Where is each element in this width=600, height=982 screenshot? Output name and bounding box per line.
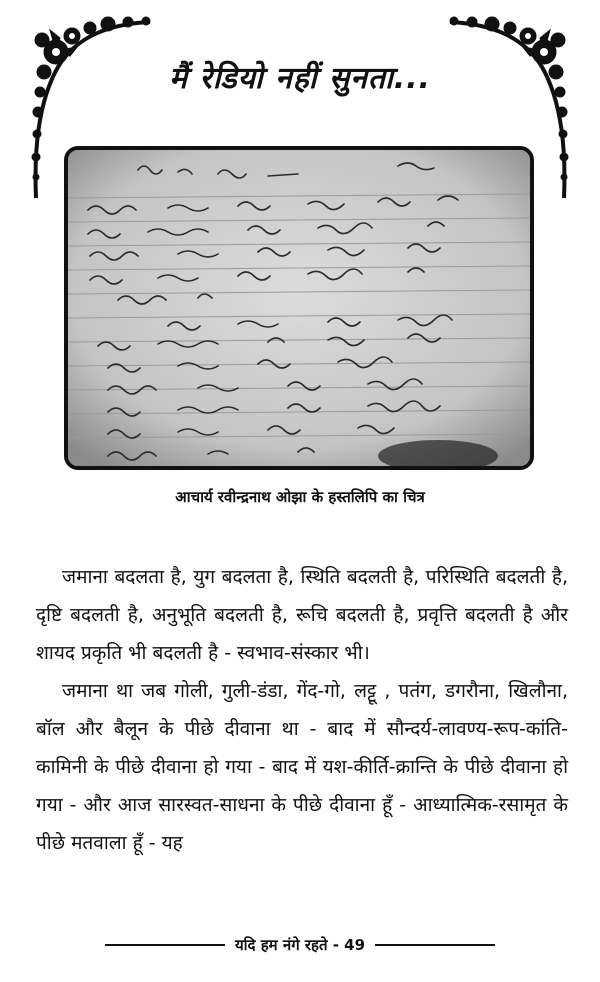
paragraph-2: जमाना था जब गोली, गुली-डंडा, गेंद-गो, लट्टू , पतंग, डगरौना, खिलौना, बॉल और बैलून के पीछे दीवाना था - बाद में सौन्दर्य-लावण्य-रूप-कांति-कामिनी के पीछे दीवाना हो गया - बाद में यश-कीर्ति-क्रान्ति के पीछे दीवाना हो गया - और आज सारस्वत-साधना के पीछे दीवाना हूँ - आध्यात्मिक-रसामृत के पीछे मतवाला हूँ - यह xyxy=(36,680,568,854)
page-title: मैं रेडियो नहीं सुनता... xyxy=(169,61,431,96)
body-text xyxy=(36,558,568,862)
footer-rule-left xyxy=(105,944,225,946)
handwriting-image xyxy=(68,150,530,466)
manuscript-photo xyxy=(64,146,534,470)
footer-text: यदि हम नंगे रहते - 49 xyxy=(234,936,366,954)
page-footer xyxy=(0,930,600,960)
paragraph-1: जमाना बदलता है, युग बदलता है, स्थिति बदलती है, परिस्थिति बदलती है, दृष्टि बदलती है, अनुभूति बदलती है, रूचि बदलती है, प्रवृत्ति बदलती है और शायद प्रकृति भी बदलती है - स्वभाव-संस्कार भी। xyxy=(36,566,568,664)
photo-caption: आचार्य रवीन्द्रनाथ ओझा के हस्तलिपि का चित्र xyxy=(175,488,425,506)
footer-rule-right xyxy=(375,944,495,946)
